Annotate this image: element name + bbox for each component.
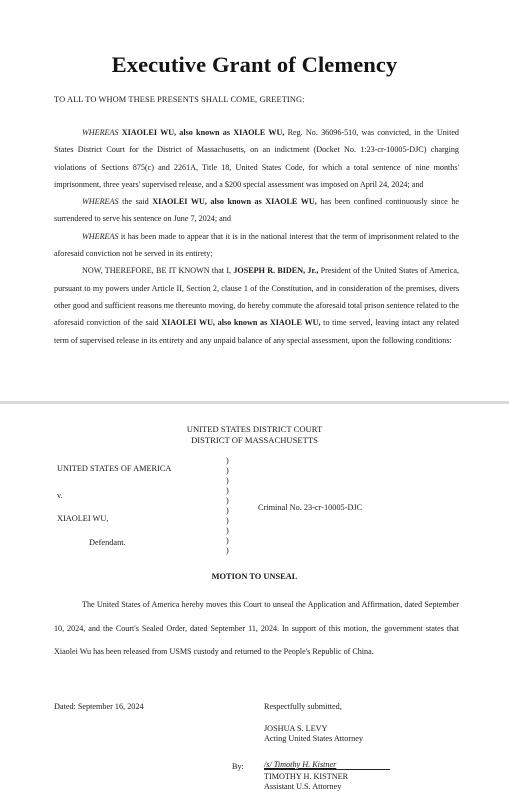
motion-title: MOTION TO UNSEAL: [211, 572, 298, 581]
caption-parentheses: ) ) ) ) ) ) ) ) ) ): [226, 456, 229, 555]
signer-title: Assistant U.S. Attorney: [264, 782, 342, 791]
defendant-caption-name: XIAOLEI WU,: [57, 514, 109, 523]
criminal-case-number: Criminal No. 23-cr-10005-DJC: [258, 503, 363, 512]
court-filing-document: [0, 404, 509, 800]
filing-date: Dated: September 16, 2024: [54, 702, 144, 711]
electronic-signature: [264, 760, 390, 770]
defendant-name: XIAOLEI WU, also known as XIAOLE WU,: [161, 318, 321, 328]
defendant-name: XIAOLEI WU, also known as XIAOLE WU,: [121, 128, 285, 137]
paragraph-text: Reg. No. 36096-510, was convicted, in the United States District Court for the District of Massachusetts, on an indictment (Docket No. 1:23-cr-10005-DJC) charging violations of Sections 875(c) and 2261A, Title 18, United States Code, for which a total sentence of nine months' imprisonment, three years' supervised release, and a $200 special assessment was imposed on April 24, 2024; and: [54, 128, 459, 189]
signer-block: [264, 772, 348, 792]
court-line-1: UNITED STATES DISTRICT COURT: [186, 424, 323, 434]
closing-line: Respectfully submitted,: [264, 702, 342, 711]
attorney-title: Acting United States Attorney: [264, 734, 363, 743]
whereas-paragraph-3: [54, 228, 459, 263]
paragraph-text: has been confined continuously since he surrendered to serve his sentence on June 7, 2024; and: [54, 197, 459, 224]
whereas-paragraph-1: [54, 124, 459, 193]
signature-block: [264, 702, 363, 744]
paragraph-text: it has been made to appear that it is in the national interest that the term of imprisonment related to the aforesaid conviction not be served in its entirety;: [54, 231, 459, 259]
paragraph-text: NOW, THEREFORE, BE IT KNOWN that I,: [82, 266, 234, 276]
motion-body: [54, 593, 459, 664]
paragraph-text: to time served, leaving intact any related term of supervised release in its entirety and any unpaid balance of any special assessment, upon the following conditions:: [54, 318, 459, 345]
commutation-paragraph: [54, 262, 459, 348]
signature-text: /s/ Timothy H. Kistner: [264, 760, 337, 769]
court-line-2: DISTRICT OF MASSACHUSETTS: [191, 434, 318, 445]
president-name: JOSEPH R. BIDEN, Jr.,: [233, 266, 319, 276]
grant-body: [54, 124, 459, 349]
whereas-word: WHEREAS: [82, 231, 119, 241]
whereas-word: WHEREAS: [82, 197, 119, 207]
defendant-label: Defendant.: [89, 538, 126, 547]
whereas-paragraph-2: [54, 193, 459, 228]
signer-name: TIMOTHY H. KISTNER: [264, 772, 349, 781]
defendant-name: XIAOLEI WU, also known as XIAOLE WU,: [152, 197, 317, 207]
whereas-word: WHEREAS: [82, 128, 119, 137]
grant-title: Executive Grant of Clemency: [111, 52, 398, 77]
paragraph-text: the said: [118, 197, 153, 207]
paragraph-text: President of the United States of America, pursuant to my powers under Article II, Section 2, clause 1 of the Constitution, and in consideration of the premises, divers other good and sufficient reasons me thereunto moving, do hereby commute the aforesaid total prison sentence related to the aforesaid conviction of the said: [54, 266, 459, 328]
motion-paragraph: The United States of America hereby moves this Court to unseal the Application and Affirmation, dated September 10, 2024, and the Court's Sealed Order, dated September 11, 2024. In support of this motion, the government states that Xiaolei Wu has been released from USMS custody and returned to the People's Republic of China.: [54, 600, 459, 656]
grant-salutation: TO ALL TO WHOM THESE PRESENTS SHALL COME, GREETING:: [54, 95, 305, 104]
court-name: [0, 424, 509, 445]
attorney-name: JOSHUA S. LEVY: [264, 724, 328, 733]
by-label: By:: [232, 762, 244, 771]
plaintiff-name: UNITED STATES OF AMERICA: [57, 464, 172, 473]
versus-label: v.: [57, 491, 63, 500]
